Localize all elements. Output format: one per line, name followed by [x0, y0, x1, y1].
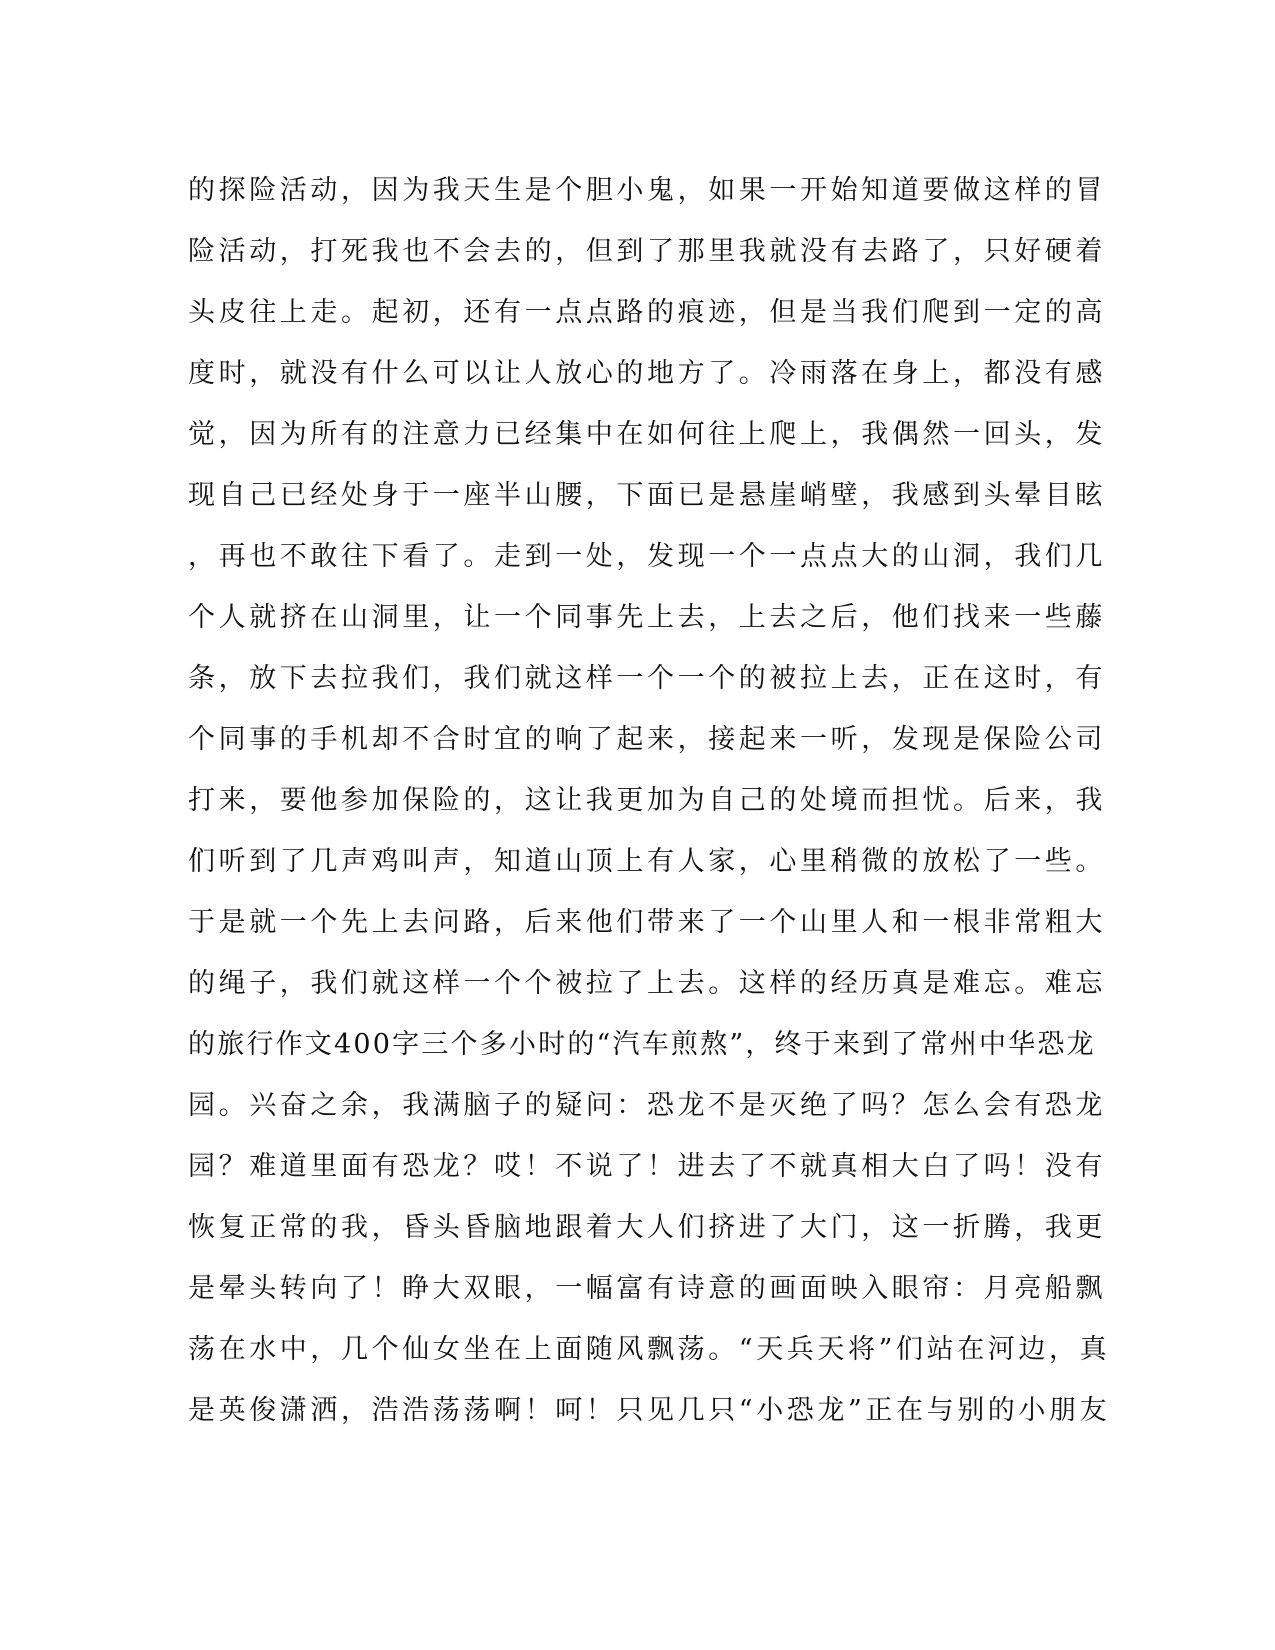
text-line-16: 园。兴奋之余，我满脑子的疑问：恐龙不是灭绝了吗？怎么会有恐龙 — [188, 1090, 1106, 1121]
text-line-19: 是晕头转向了！睁大双眼，一幅富有诗意的画面映入眼帘：月亮船飘 — [188, 1273, 1106, 1304]
text-line-15: 的旅行作文400字三个多小时的“汽车煎熬”，终于来到了常州中华恐龙 — [188, 1029, 1096, 1060]
text-line-1: 的探险活动，因为我天生是个胆小鬼，如果一开始知道要做这样的冒 — [188, 175, 1106, 206]
text-line-3: 头皮往上走。起初，还有一点点路的痕迹，但是当我们爬到一定的高 — [188, 297, 1106, 328]
text-line-10: 个同事的手机却不合时宜的响了起来，接起来一听，发现是保险公司 — [188, 724, 1106, 755]
text-line-13: 于是就一个先上去问路，后来他们带来了一个山里人和一根非常粗大 — [188, 907, 1106, 938]
text-line-20: 荡在水中，几个仙女坐在上面随风飘荡。“天兵天将”们站在河边，真 — [188, 1334, 1111, 1365]
text-line-18: 恢复正常的我，昏头昏脑地跟着大人们挤进了大门，这一折腾，我更 — [188, 1212, 1106, 1243]
body-text — [188, 160, 1111, 1441]
text-line-5: 觉，因为所有的注意力已经集中在如何往上爬上，我偶然一回头，发 — [188, 419, 1106, 450]
text-line-9: 条，放下去拉我们，我们就这样一个一个的被拉上去，正在这时，有 — [188, 663, 1106, 694]
text-line-11: 打来，要他参加保险的，这让我更加为自己的处境而担忧。后来，我 — [188, 785, 1106, 816]
text-line-7: ，再也不敢往下看了。走到一处，发现一个一点点大的山洞，我们几 — [188, 541, 1106, 572]
text-line-2: 险活动，打死我也不会去的，但到了那里我就没有去路了，只好硬着 — [188, 236, 1106, 267]
text-line-17: 园？难道里面有恐龙？哎！不说了！进去了不就真相大白了吗！没有 — [188, 1151, 1106, 1182]
text-line-14: 的绳子，我们就这样一个个被拉了上去。这样的经历真是难忘。难忘 — [188, 968, 1106, 999]
text-line-21: 是英俊潇洒，浩浩荡荡啊！呵！只见几只“小恐龙”正在与别的小朋友 — [188, 1395, 1111, 1426]
text-line-8: 个人就挤在山洞里，让一个同事先上去，上去之后，他们找来一些藤 — [188, 602, 1106, 633]
text-line-12: 们听到了几声鸡叫声，知道山顶上有人家，心里稍微的放松了一些。 — [188, 846, 1106, 877]
text-line-4: 度时，就没有什么可以让人放心的地方了。冷雨落在身上，都没有感 — [188, 358, 1106, 389]
text-line-6: 现自己已经处身于一座半山腰，下面已是悬崖峭壁，我感到头晕目眩 — [188, 480, 1106, 511]
